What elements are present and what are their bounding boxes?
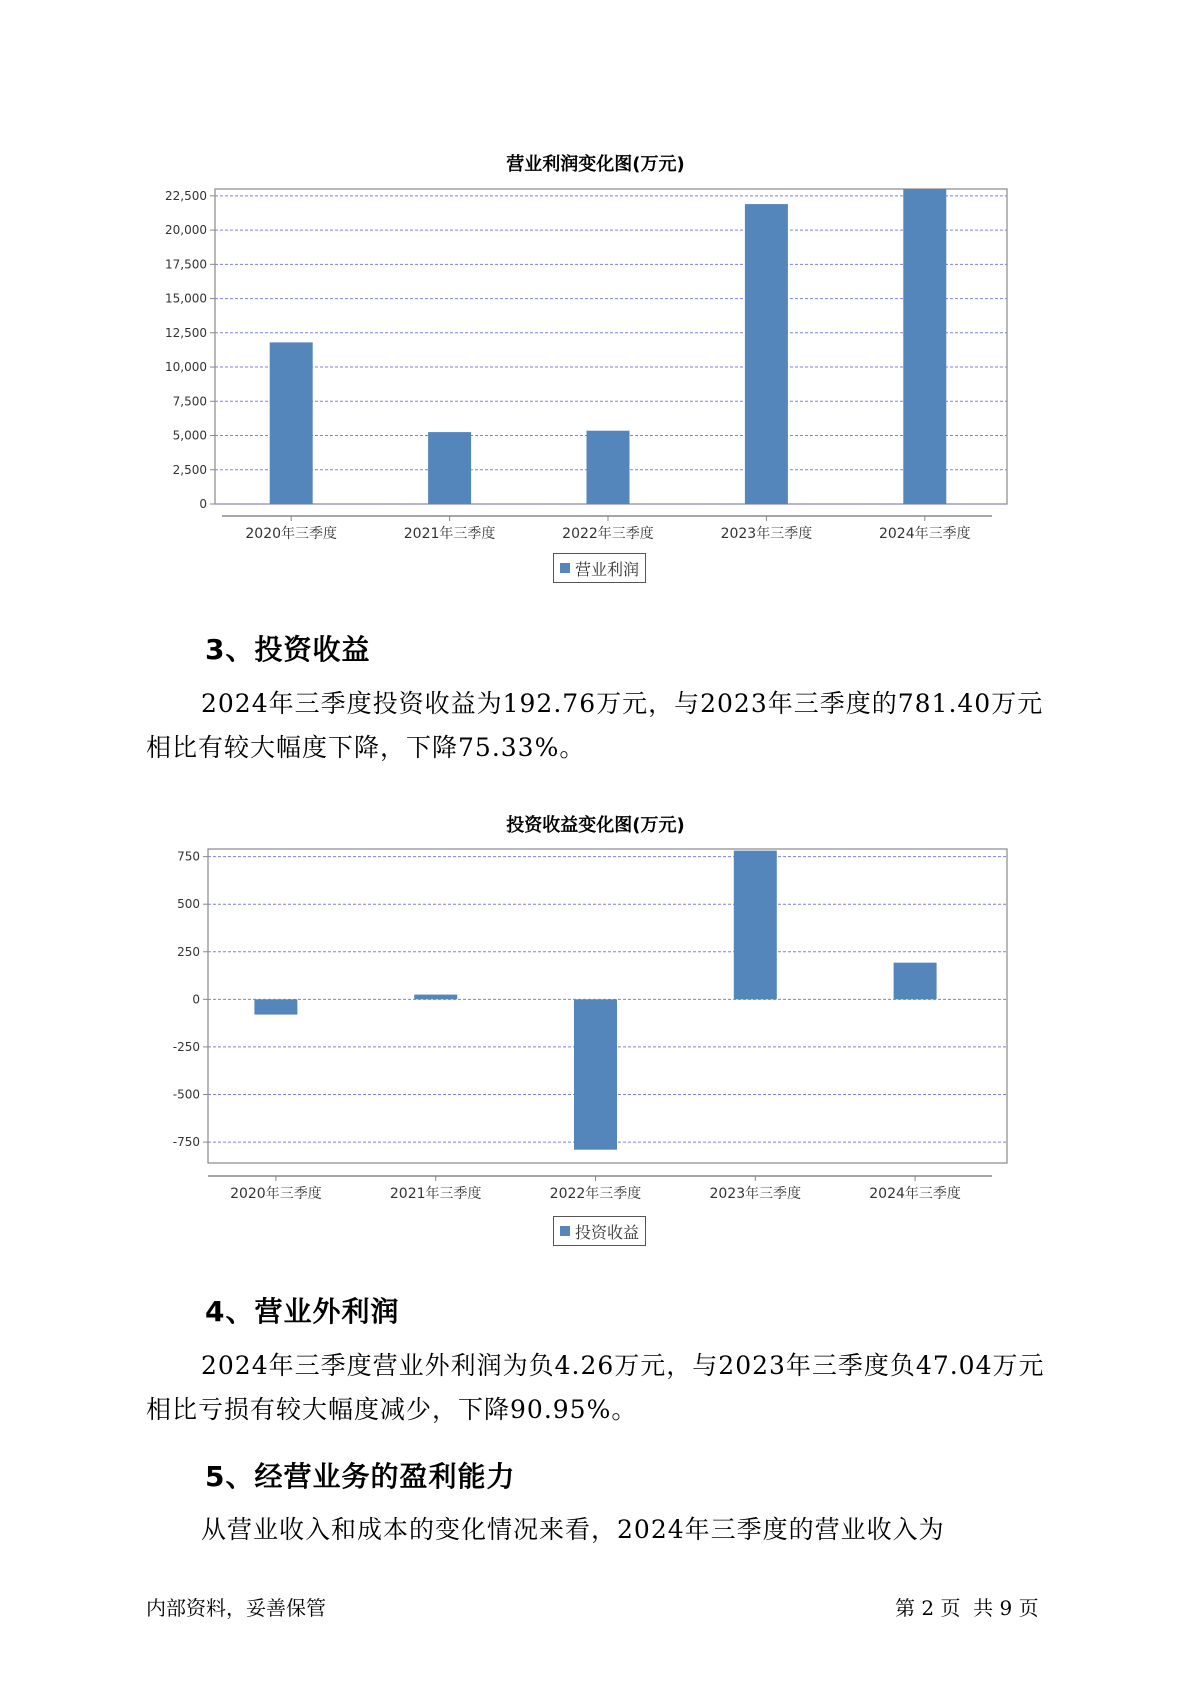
- y-tick-label: -250: [172, 1039, 200, 1054]
- chart1-legend-label: 营业利润: [575, 559, 640, 579]
- section4-paragraph: [146, 1344, 1076, 1432]
- x-tick-label: 2021年三季度: [389, 1186, 482, 1202]
- x-tick-label: 2022年三季度: [562, 526, 654, 542]
- bar-2021年三季度: [414, 995, 457, 1000]
- bar-2021年三季度: [428, 432, 471, 504]
- investment-income-chart: [0, 840, 1191, 1200]
- y-tick-label: 0: [192, 992, 200, 1007]
- y-tick-label: 10,000: [165, 360, 207, 375]
- y-tick-label: 12,500: [165, 325, 207, 340]
- section3-heading: 3、投资收益: [205, 633, 371, 666]
- section4-line2: 相比亏损有较大幅度减少，下降90.95%。: [146, 1395, 638, 1424]
- section5-heading: 5、经营业务的盈利能力: [205, 1460, 516, 1493]
- y-tick-label: 5,000: [172, 428, 207, 443]
- chart2-legend: [553, 1216, 646, 1246]
- chart2-title: 投资收益变化图(万元): [506, 815, 685, 836]
- section3-line1: 2024年三季度投资收益为192.76万元，与2023年三季度的781.40万元: [201, 689, 1044, 718]
- y-tick-label: 750: [177, 849, 200, 864]
- x-tick-label: 2024年三季度: [878, 526, 971, 542]
- y-tick-label: 20,000: [165, 223, 207, 238]
- x-tick-label: 2023年三季度: [720, 526, 813, 542]
- bar-2024年三季度: [894, 963, 937, 1000]
- section4-heading: 4、营业外利润: [205, 1295, 400, 1328]
- y-tick-label: 250: [177, 944, 200, 959]
- y-tick-label: 17,500: [165, 257, 207, 272]
- x-tick-label: 2024年三季度: [869, 1186, 961, 1202]
- section4-line1: 2024年三季度营业外利润为负4.26万元，与2023年三季度负47.04万元: [201, 1351, 1045, 1380]
- footer-confidential: 内部资料，妥善保管: [146, 1596, 326, 1620]
- bar-2020年三季度: [270, 342, 313, 504]
- x-tick-label: 2021年三季度: [403, 526, 496, 542]
- section5-line1: 从营业收入和成本的变化情况来看，2024年三季度的营业收入为: [201, 1515, 945, 1544]
- x-tick-label: 2022年三季度: [549, 1186, 642, 1202]
- bar-2020年三季度: [254, 999, 297, 1014]
- operating-profit-chart: [0, 180, 1191, 580]
- chart1-legend: [553, 553, 646, 583]
- chart2-legend-label: 投资收益: [575, 1222, 640, 1242]
- chart1-title: 营业利润变化图(万元): [506, 154, 685, 175]
- y-tick-label: -500: [172, 1087, 200, 1102]
- y-tick-label: 22,500: [165, 188, 207, 203]
- section5-paragraph: [146, 1508, 1076, 1552]
- y-tick-label: 7,500: [172, 394, 207, 409]
- y-tick-label: -750: [172, 1135, 200, 1150]
- section3-line2: 相比有较大幅度下降，下降75.33%。: [146, 733, 586, 762]
- y-tick-label: 2,500: [172, 462, 207, 477]
- legend-swatch: [560, 1226, 570, 1236]
- x-tick-label: 2020年三季度: [245, 526, 338, 542]
- y-tick-label: 500: [177, 897, 200, 912]
- bar-2023年三季度: [745, 204, 788, 504]
- legend-swatch: [560, 563, 570, 573]
- bar-2022年三季度: [587, 431, 630, 504]
- y-tick-label: 15,000: [165, 291, 207, 306]
- bar-2023年三季度: [734, 851, 777, 1000]
- x-tick-label: 2020年三季度: [230, 1186, 322, 1202]
- section3-paragraph: [146, 682, 1076, 770]
- footer-page-number: 第 2 页 共 9 页: [895, 1596, 1039, 1620]
- y-tick-label: 0: [199, 497, 207, 511]
- bar-2022年三季度: [574, 999, 617, 1149]
- bar-2024年三季度: [903, 189, 946, 504]
- x-tick-label: 2023年三季度: [709, 1186, 802, 1202]
